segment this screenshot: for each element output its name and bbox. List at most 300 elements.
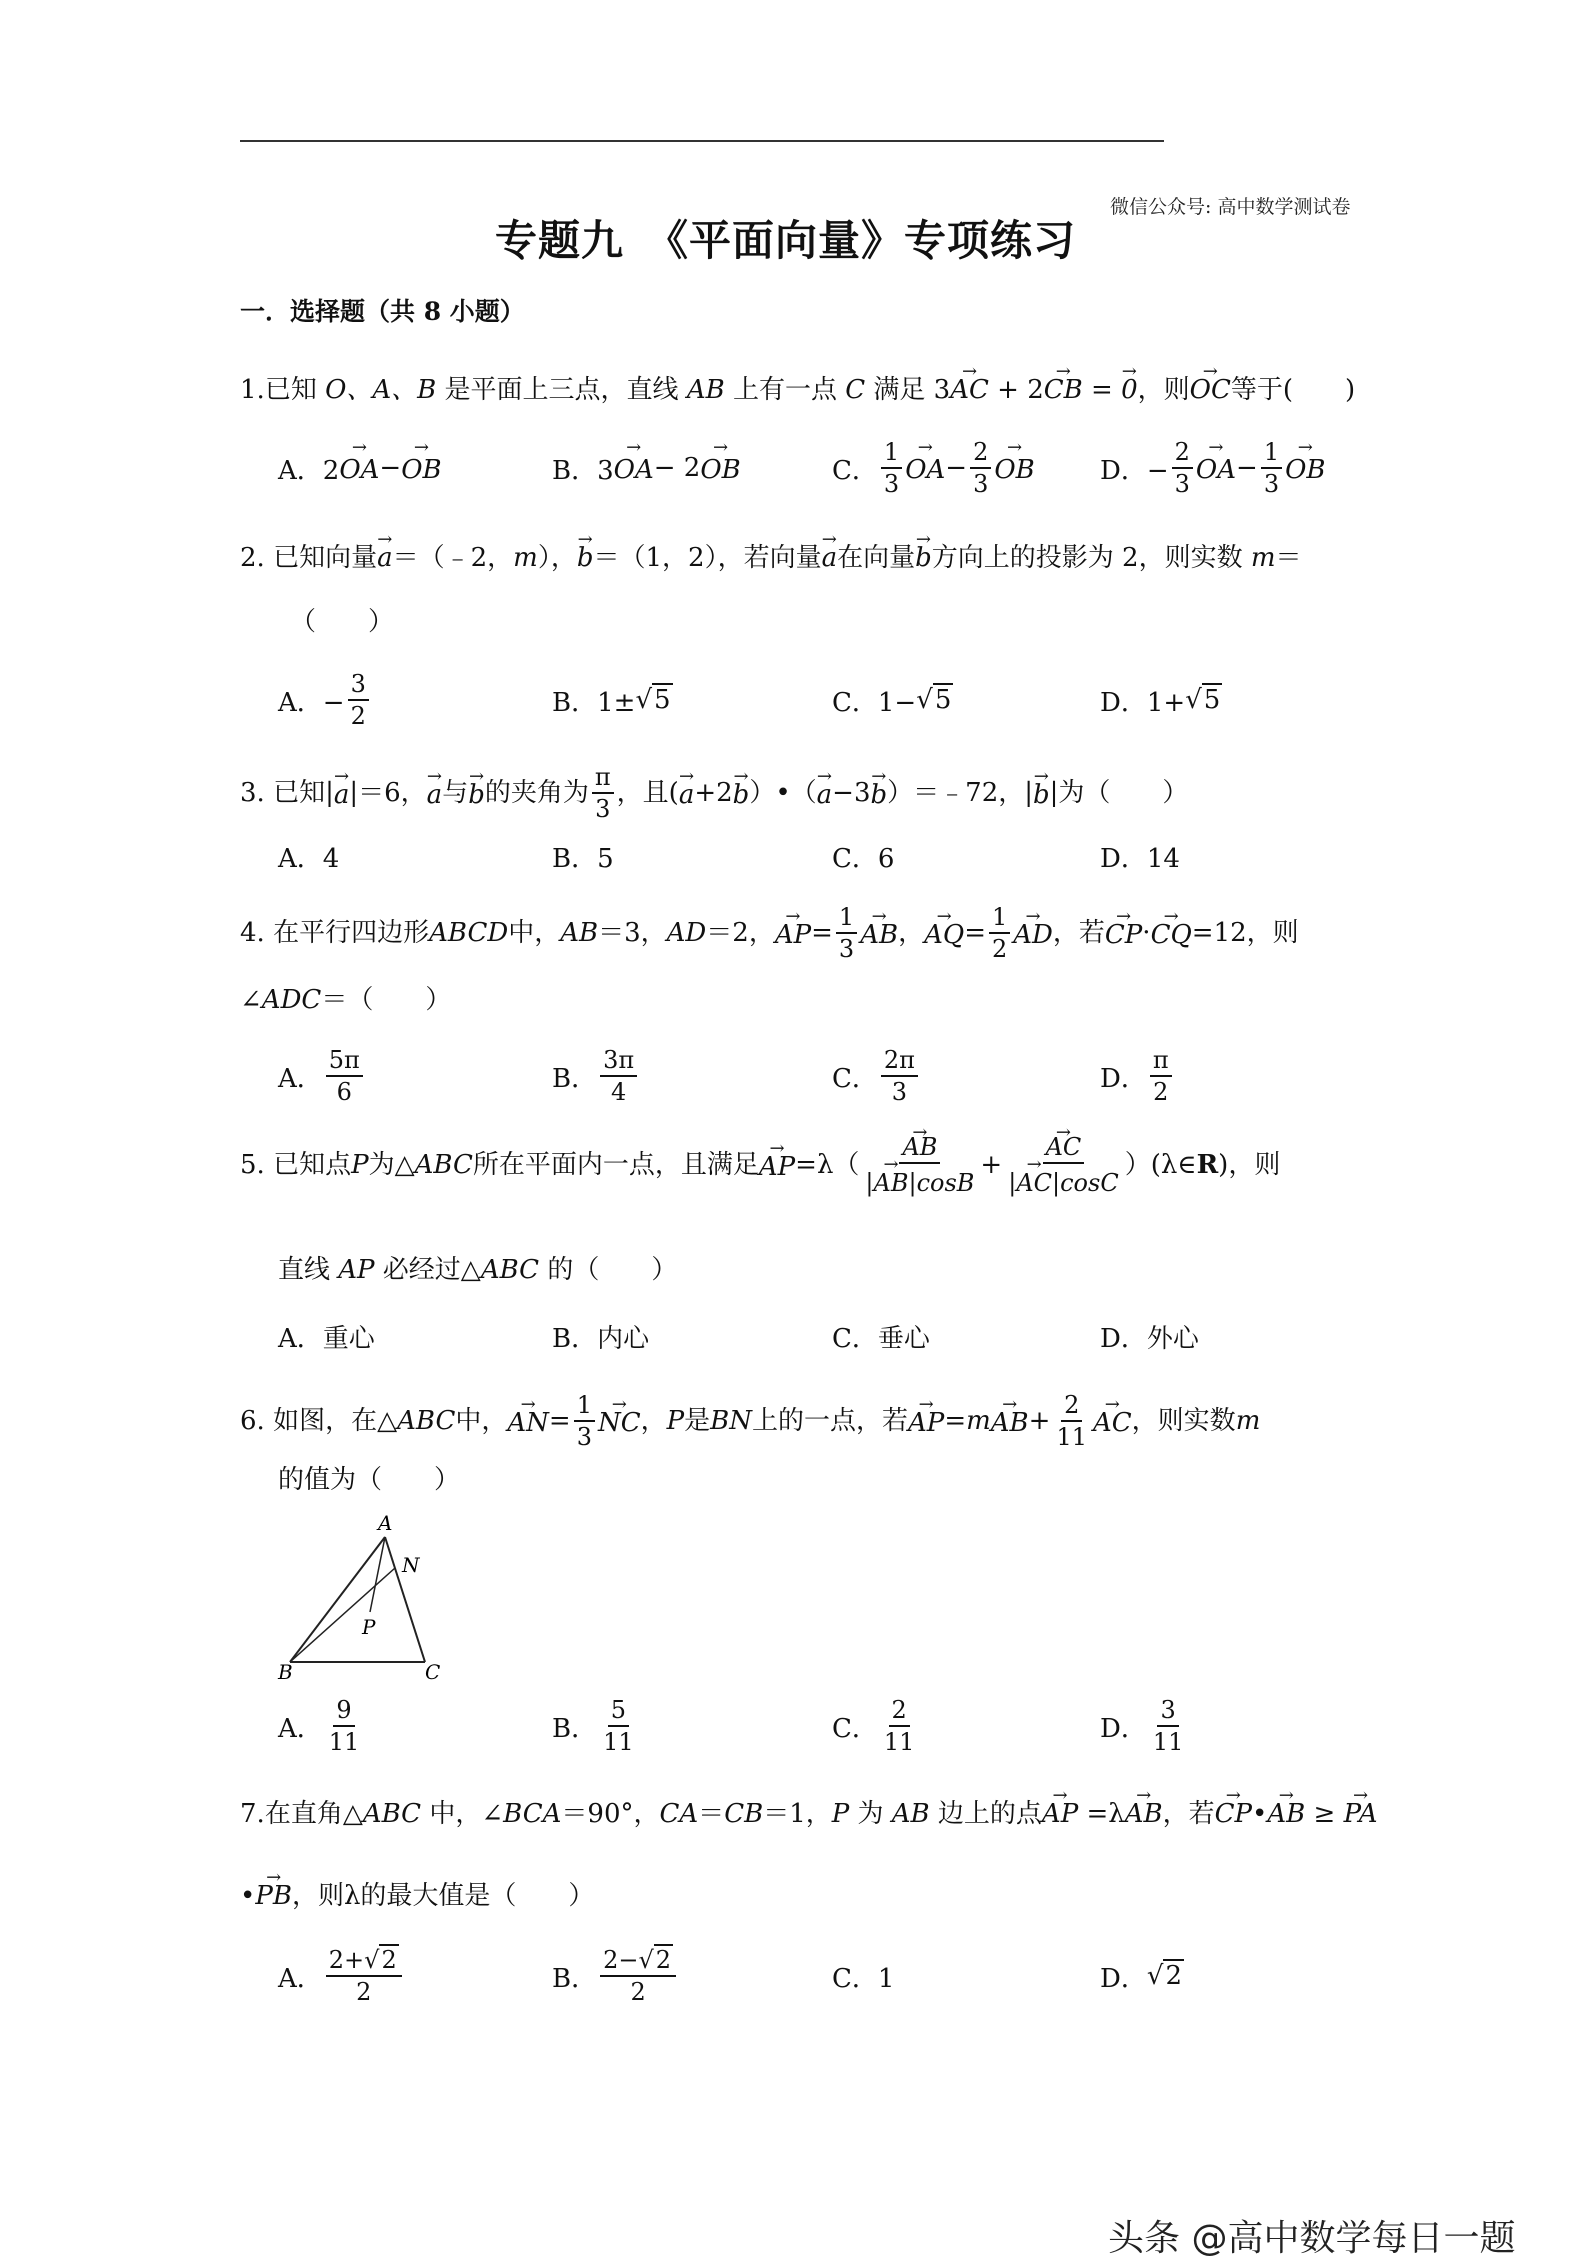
q-text: AB <box>686 375 725 405</box>
fraction <box>326 1045 363 1107</box>
fraction <box>989 902 1010 964</box>
q-text: ，则实数 <box>1131 1406 1236 1436</box>
option-d[interactable]: D．14 <box>1100 843 1180 874</box>
question-7-line2 <box>240 1874 594 1914</box>
denominator: 3 <box>973 470 989 498</box>
option-c[interactable] <box>832 438 1035 498</box>
q-text: 中， <box>455 1406 508 1436</box>
question-number: 7. <box>240 1799 265 1829</box>
q-text: = <box>811 918 833 948</box>
option-d[interactable] <box>1100 1696 1189 1756</box>
q-text: ＝2， <box>706 918 775 948</box>
option-b[interactable] <box>552 1046 640 1106</box>
option-b[interactable] <box>552 670 673 730</box>
q-text: 的（ ） <box>539 1255 678 1285</box>
q-text: P <box>351 1150 369 1180</box>
q-text: 上的一点，若 <box>752 1406 909 1436</box>
option-text: A． <box>278 1963 323 1994</box>
q-text: ，则λ的最大值是（ ） <box>291 1881 595 1911</box>
q-text: P <box>831 1799 850 1829</box>
section-heading: 一．选择题（共 8 小题） <box>240 297 525 326</box>
vector: → a <box>822 536 838 576</box>
vector: → OB <box>700 451 740 485</box>
option-text: D．1+ <box>1100 687 1186 718</box>
answer-blank: （ ） <box>290 607 395 637</box>
option-text: D． <box>1100 1713 1147 1744</box>
label-p: P <box>362 1615 376 1639</box>
vector: → CB <box>1044 368 1083 408</box>
q-text: · <box>1142 918 1151 948</box>
fraction <box>1261 437 1282 499</box>
fraction <box>1172 437 1193 499</box>
q-text: 如图，在△ <box>273 1406 398 1436</box>
numerator: 3 <box>348 669 369 701</box>
question-number: 6. <box>240 1406 265 1436</box>
q-text: 中， <box>508 918 561 948</box>
q-text: 是平面上三点，直线 <box>436 375 687 405</box>
vector: → AC <box>1093 1401 1132 1441</box>
q-text: ABC <box>414 1150 473 1180</box>
q-text: CA <box>659 1799 699 1829</box>
vector: → OA <box>614 451 654 485</box>
radicand: 2 <box>381 1946 397 1974</box>
denominator: 3 <box>576 1423 592 1451</box>
q-text: 为 <box>849 1799 892 1829</box>
question-1 <box>240 368 1355 408</box>
option-text: A．− <box>278 687 345 718</box>
q-text: ＝3， <box>598 918 667 948</box>
q-text: 直线 <box>278 1255 339 1285</box>
option-text: A． <box>278 1713 323 1744</box>
q-text: AP <box>338 1255 375 1285</box>
vector: → AC <box>1016 1164 1052 1198</box>
header-rule <box>240 140 1164 142</box>
label-n: N <box>402 1553 420 1577</box>
numerator: 2π <box>881 1045 918 1077</box>
q-text: = <box>944 1406 967 1436</box>
vector: → OA <box>339 451 379 485</box>
vector: → AB <box>991 1401 1029 1441</box>
q-text: BN <box>710 1406 753 1436</box>
option-a[interactable]: A．4 <box>278 843 340 874</box>
vector: → AP <box>908 1401 944 1441</box>
numerator: 9 <box>333 1695 354 1727</box>
vector: → AB <box>1267 1792 1305 1832</box>
question-3 <box>240 762 1188 824</box>
vector: → OA <box>905 451 945 485</box>
q-text: AB <box>560 918 599 948</box>
vector: → NC <box>598 1401 641 1441</box>
q-text: AD <box>666 918 707 948</box>
option-text: B．3 <box>552 455 614 486</box>
fraction <box>1053 1390 1090 1452</box>
q-text: ＝90°， <box>561 1799 660 1829</box>
q-text: 已知 <box>264 375 326 405</box>
option-text: D． <box>1100 1963 1147 1994</box>
vector: → OC <box>1190 368 1231 408</box>
q-text: cosC <box>1060 1169 1119 1197</box>
q-text: 的夹角为 <box>484 778 589 808</box>
q-text: + <box>980 1150 1003 1180</box>
q-text: CB <box>724 1799 764 1829</box>
vector: → a <box>679 773 695 813</box>
sqrt-sign: √ <box>1146 1961 1164 1991</box>
q-text: |＝6， <box>349 778 427 808</box>
q-text: ）•（ <box>749 778 817 808</box>
fraction <box>592 762 614 824</box>
q-text: ADC <box>261 985 322 1015</box>
vector: → 0 <box>1121 368 1138 408</box>
q-text: +2 <box>694 778 733 808</box>
q-text: ，若 <box>1052 918 1105 948</box>
q-text: |为（ ） <box>1049 778 1189 808</box>
vector: → AB <box>860 913 898 953</box>
vector: → OB <box>1285 451 1325 485</box>
denominator: 3 <box>1174 470 1190 498</box>
option-text: C．1− <box>832 687 917 718</box>
option-text: B． <box>552 1063 598 1094</box>
fraction <box>600 1695 637 1757</box>
radicand: 5 <box>1203 685 1221 715</box>
vector: → OB <box>994 451 1034 485</box>
denominator: 11 <box>603 1728 634 1756</box>
question-7 <box>240 1792 1377 1832</box>
question-number: 4. <box>240 918 265 948</box>
vector: → b <box>915 536 932 576</box>
question-number: 3. <box>240 778 265 808</box>
numerator: 1 <box>989 902 1010 934</box>
q-text: = <box>1082 375 1122 405</box>
vector: → CP <box>1105 913 1142 953</box>
vector: → AQ <box>924 913 964 953</box>
fraction <box>1005 1132 1121 1198</box>
vector: → CQ <box>1151 913 1192 953</box>
denominator: 11 <box>1152 1728 1184 1756</box>
numerator: 2−√2 <box>600 1945 676 1977</box>
q-text: ＝ <box>1275 543 1302 573</box>
q-text: = <box>964 918 986 948</box>
vector: → AN <box>507 1401 549 1441</box>
denominator: 4 <box>610 1078 627 1106</box>
numerator: π <box>1150 1045 1172 1077</box>
q-text: ＝1， <box>763 1799 832 1829</box>
denominator: 11 <box>328 1728 360 1756</box>
vector: → a <box>334 773 350 813</box>
q-text: 等于( ) <box>1230 375 1356 405</box>
fraction <box>574 1390 595 1452</box>
denominator: 6 <box>336 1078 352 1106</box>
q-text: m <box>1235 1406 1261 1436</box>
q-text: m <box>1250 543 1276 573</box>
option-d[interactable] <box>1100 438 1326 498</box>
label-b: B <box>278 1660 293 1682</box>
option-c[interactable] <box>832 1046 921 1106</box>
question-number: 2. <box>240 543 265 573</box>
question-number: 1. <box>240 375 265 405</box>
q-text: 是 <box>684 1406 711 1436</box>
numerator: π <box>592 762 614 794</box>
q-text: ≥ <box>1305 1799 1344 1829</box>
option-a[interactable] <box>278 1046 366 1106</box>
q-text: −3 <box>832 778 871 808</box>
option-a[interactable] <box>278 670 372 730</box>
fraction <box>1150 1695 1187 1757</box>
denominator: |→ AC|cosC <box>1005 1164 1121 1198</box>
vector: → b <box>1033 773 1050 813</box>
numerator: → AC <box>1043 1132 1085 1164</box>
q-text: ，且( <box>616 778 679 808</box>
option-b[interactable]: B．内心 <box>552 1323 650 1354</box>
vector: → b <box>468 773 485 813</box>
question-5 <box>240 1132 1280 1198</box>
q-text: 已知点 <box>273 1150 352 1180</box>
q-text: m <box>966 1406 991 1436</box>
vector: → AD <box>1013 913 1053 953</box>
question-4-line2 <box>240 982 451 1018</box>
vector: → AP <box>1042 1792 1078 1832</box>
numerator: 5π <box>326 1045 363 1077</box>
option-text: C． <box>832 455 878 486</box>
vector: → PB <box>255 1874 292 1914</box>
option-text: B． <box>552 1963 598 1994</box>
q-text: ）， <box>537 543 577 573</box>
q-text: BCA <box>503 1799 562 1829</box>
label-c: C <box>425 1660 441 1682</box>
q-text: ∠ <box>240 985 262 1015</box>
q-text: 在向量 <box>837 543 916 573</box>
denominator: 2 <box>630 1978 646 2006</box>
q-text: ）(λ∈ <box>1124 1150 1197 1180</box>
q-text: =12，则 <box>1191 918 1299 948</box>
segment-bn <box>290 1568 395 1662</box>
q-text: ）＝﹣72，| <box>887 778 1034 808</box>
question-6-line2: 的值为（ ） <box>278 1465 461 1495</box>
question-2 <box>240 536 1302 576</box>
option-text: B．1± <box>552 687 636 718</box>
q-text: 中，∠ <box>421 1799 504 1829</box>
q-text: )，则 <box>1218 1150 1281 1180</box>
label-a: A <box>378 1512 393 1535</box>
numerator: 2+√2 <box>326 1945 402 1977</box>
numerator: 3π <box>600 1045 637 1077</box>
q-text: P <box>666 1406 685 1436</box>
option-d[interactable]: D．外心 <box>1100 1323 1199 1354</box>
fraction <box>600 1945 676 2007</box>
q-text: ＝ <box>698 1799 725 1829</box>
watermark-text: 微信公众号: 高中数学测试卷 <box>1110 196 1351 218</box>
vector: → AC <box>950 368 989 408</box>
fraction <box>326 1695 363 1757</box>
denominator: 2 <box>350 702 366 730</box>
vector: → AP <box>775 913 811 953</box>
option-a[interactable] <box>278 438 442 498</box>
q-text: 在直角△ <box>264 1799 363 1829</box>
vector: → AP <box>759 1145 795 1185</box>
q-text: 满足 3 <box>865 375 951 405</box>
q-text: ABC <box>362 1799 422 1829</box>
sqrt-sign: √ <box>916 685 933 715</box>
option-text: D． <box>1100 1063 1147 1094</box>
vector: → AB <box>1125 1792 1163 1832</box>
q-text: 所在平面内一点，且满足 <box>472 1150 759 1180</box>
q-text: R <box>1196 1150 1219 1180</box>
sqrt-sign: √ <box>1185 685 1202 715</box>
footer-watermark: 头条 @高中数学每日一题 <box>1108 2218 1516 2259</box>
option-text: D．− <box>1100 455 1169 486</box>
denominator: 3 <box>838 935 855 963</box>
option-text: − <box>1236 453 1258 483</box>
q-text: O、A、B <box>325 375 437 405</box>
q-text: =λ（ <box>795 1150 860 1180</box>
q-text: AB <box>891 1799 930 1829</box>
fraction <box>348 669 369 731</box>
option-b[interactable]: B．5 <box>552 843 614 874</box>
vector: → b <box>733 773 750 813</box>
option-b[interactable] <box>552 1946 679 2006</box>
q-text: ABC <box>397 1406 456 1436</box>
q-text: 在平行四边形 <box>273 918 430 948</box>
denominator: 3 <box>595 795 611 823</box>
numerator: 1 <box>836 902 857 934</box>
denominator: 3 <box>891 1078 908 1106</box>
vector: → PA <box>1344 1792 1378 1832</box>
q-text: ABCD <box>429 918 509 948</box>
option-b[interactable] <box>552 438 741 498</box>
q-text: • <box>240 1881 256 1911</box>
option-text: A．2 <box>278 455 340 486</box>
q-text: • <box>1252 1799 1268 1829</box>
radicand: 2 <box>1165 1961 1182 1991</box>
vector: → AB <box>874 1164 909 1198</box>
numerator: → AB <box>899 1132 940 1164</box>
denominator: 11 <box>883 1728 915 1756</box>
fraction <box>862 1132 977 1198</box>
q-text: + <box>1028 1406 1051 1436</box>
denominator: 2 <box>356 1978 372 2006</box>
option-b[interactable] <box>552 1696 640 1756</box>
option-c[interactable]: C．1 <box>832 1963 895 1994</box>
triangle-figure <box>270 1512 470 1682</box>
page-title: 专题九 《平面向量》专项练习 <box>495 216 1077 265</box>
option-text: C． <box>832 1063 878 1094</box>
option-c[interactable]: C．6 <box>832 843 895 874</box>
denominator: 3 <box>883 470 900 498</box>
numerator: 2 <box>889 1695 910 1727</box>
radicand: 2 <box>655 1946 672 1974</box>
option-c[interactable]: C．垂心 <box>832 1323 930 1354</box>
q-text: 已知向量 <box>273 543 378 573</box>
numerator: 3 <box>1157 1695 1178 1727</box>
fraction <box>836 902 857 964</box>
numerator: 2 <box>970 437 991 469</box>
numerator: 1 <box>881 437 902 469</box>
q-text: ABC <box>480 1255 540 1285</box>
q-text: 2+ <box>328 1946 365 1974</box>
question-number: 5. <box>240 1150 265 1180</box>
vector: → a <box>817 773 833 813</box>
vector: → b <box>577 536 594 576</box>
q-text: 方向上的投影为 2，则实数 <box>931 543 1251 573</box>
denominator: |→ AB|cosB <box>862 1164 977 1198</box>
vector: → OB <box>401 451 441 485</box>
option-c[interactable] <box>832 670 953 730</box>
q-text: 与 <box>442 778 469 808</box>
option-text: B． <box>552 1713 598 1744</box>
q-text: 必经过△ <box>374 1255 481 1285</box>
fraction <box>326 1945 402 2007</box>
q-text: m <box>513 543 538 573</box>
denominator: 11 <box>1056 1423 1087 1451</box>
vector: → b <box>871 773 888 813</box>
numerator: 1 <box>1261 437 1282 469</box>
option-text: − <box>945 453 968 483</box>
q-text: 已知| <box>273 778 334 808</box>
option-a[interactable] <box>278 1696 365 1756</box>
fraction <box>881 1695 918 1757</box>
side-ab <box>290 1537 385 1662</box>
numerator: 1 <box>574 1390 595 1422</box>
q-text: = <box>548 1406 571 1436</box>
fraction <box>970 437 991 499</box>
denominator: 2 <box>991 935 1008 963</box>
question-6 <box>240 1390 1260 1452</box>
fraction <box>881 1045 918 1107</box>
q-text: cosB <box>916 1169 975 1197</box>
option-text: C． <box>832 1713 878 1744</box>
q-text: C <box>845 375 866 405</box>
q-text: 上有一点 <box>724 375 846 405</box>
numerator: 2 <box>1061 1390 1082 1422</box>
q-text: ， <box>640 1406 667 1436</box>
q-text: 为△ <box>368 1150 415 1180</box>
numerator: 5 <box>608 1695 629 1727</box>
vector: → a <box>377 536 393 576</box>
q-text: ， <box>898 918 925 948</box>
vector: → CP <box>1215 1792 1252 1832</box>
sqrt-sign: √ <box>635 685 653 715</box>
q-text: 边上的点 <box>929 1799 1042 1829</box>
option-d[interactable] <box>1100 1046 1175 1106</box>
radicand: 5 <box>934 685 952 715</box>
denominator: 2 <box>1153 1078 1169 1106</box>
q-text: ＝（﹣2， <box>392 543 514 573</box>
option-c[interactable] <box>832 1696 920 1756</box>
option-text: − <box>379 453 402 483</box>
option-a[interactable]: A．重心 <box>278 1323 375 1354</box>
q-text: + 2 <box>988 375 1044 405</box>
question-5-line2 <box>278 1252 677 1288</box>
radicand: 5 <box>654 685 671 715</box>
q-text: ＝（1，2），若向量 <box>593 543 822 573</box>
option-d[interactable] <box>1100 670 1222 730</box>
option-d[interactable] <box>1100 1946 1184 2006</box>
fraction <box>600 1045 637 1107</box>
fraction <box>881 437 902 499</box>
q-text: =λ <box>1078 1799 1125 1829</box>
vector: → a <box>427 773 443 813</box>
question-4 <box>240 902 1299 964</box>
numerator: 2 <box>1172 437 1193 469</box>
option-a[interactable] <box>278 1946 405 2006</box>
option-text: − 2 <box>653 453 701 483</box>
q-text: ＝（ ） <box>321 985 452 1015</box>
denominator: 3 <box>1263 470 1280 498</box>
vector: → OA <box>1196 451 1236 485</box>
q-text: ，则 <box>1137 375 1190 405</box>
q-text: ，若 <box>1162 1799 1215 1829</box>
option-text: A． <box>278 1063 323 1094</box>
q-text: 2− <box>603 1946 639 1974</box>
